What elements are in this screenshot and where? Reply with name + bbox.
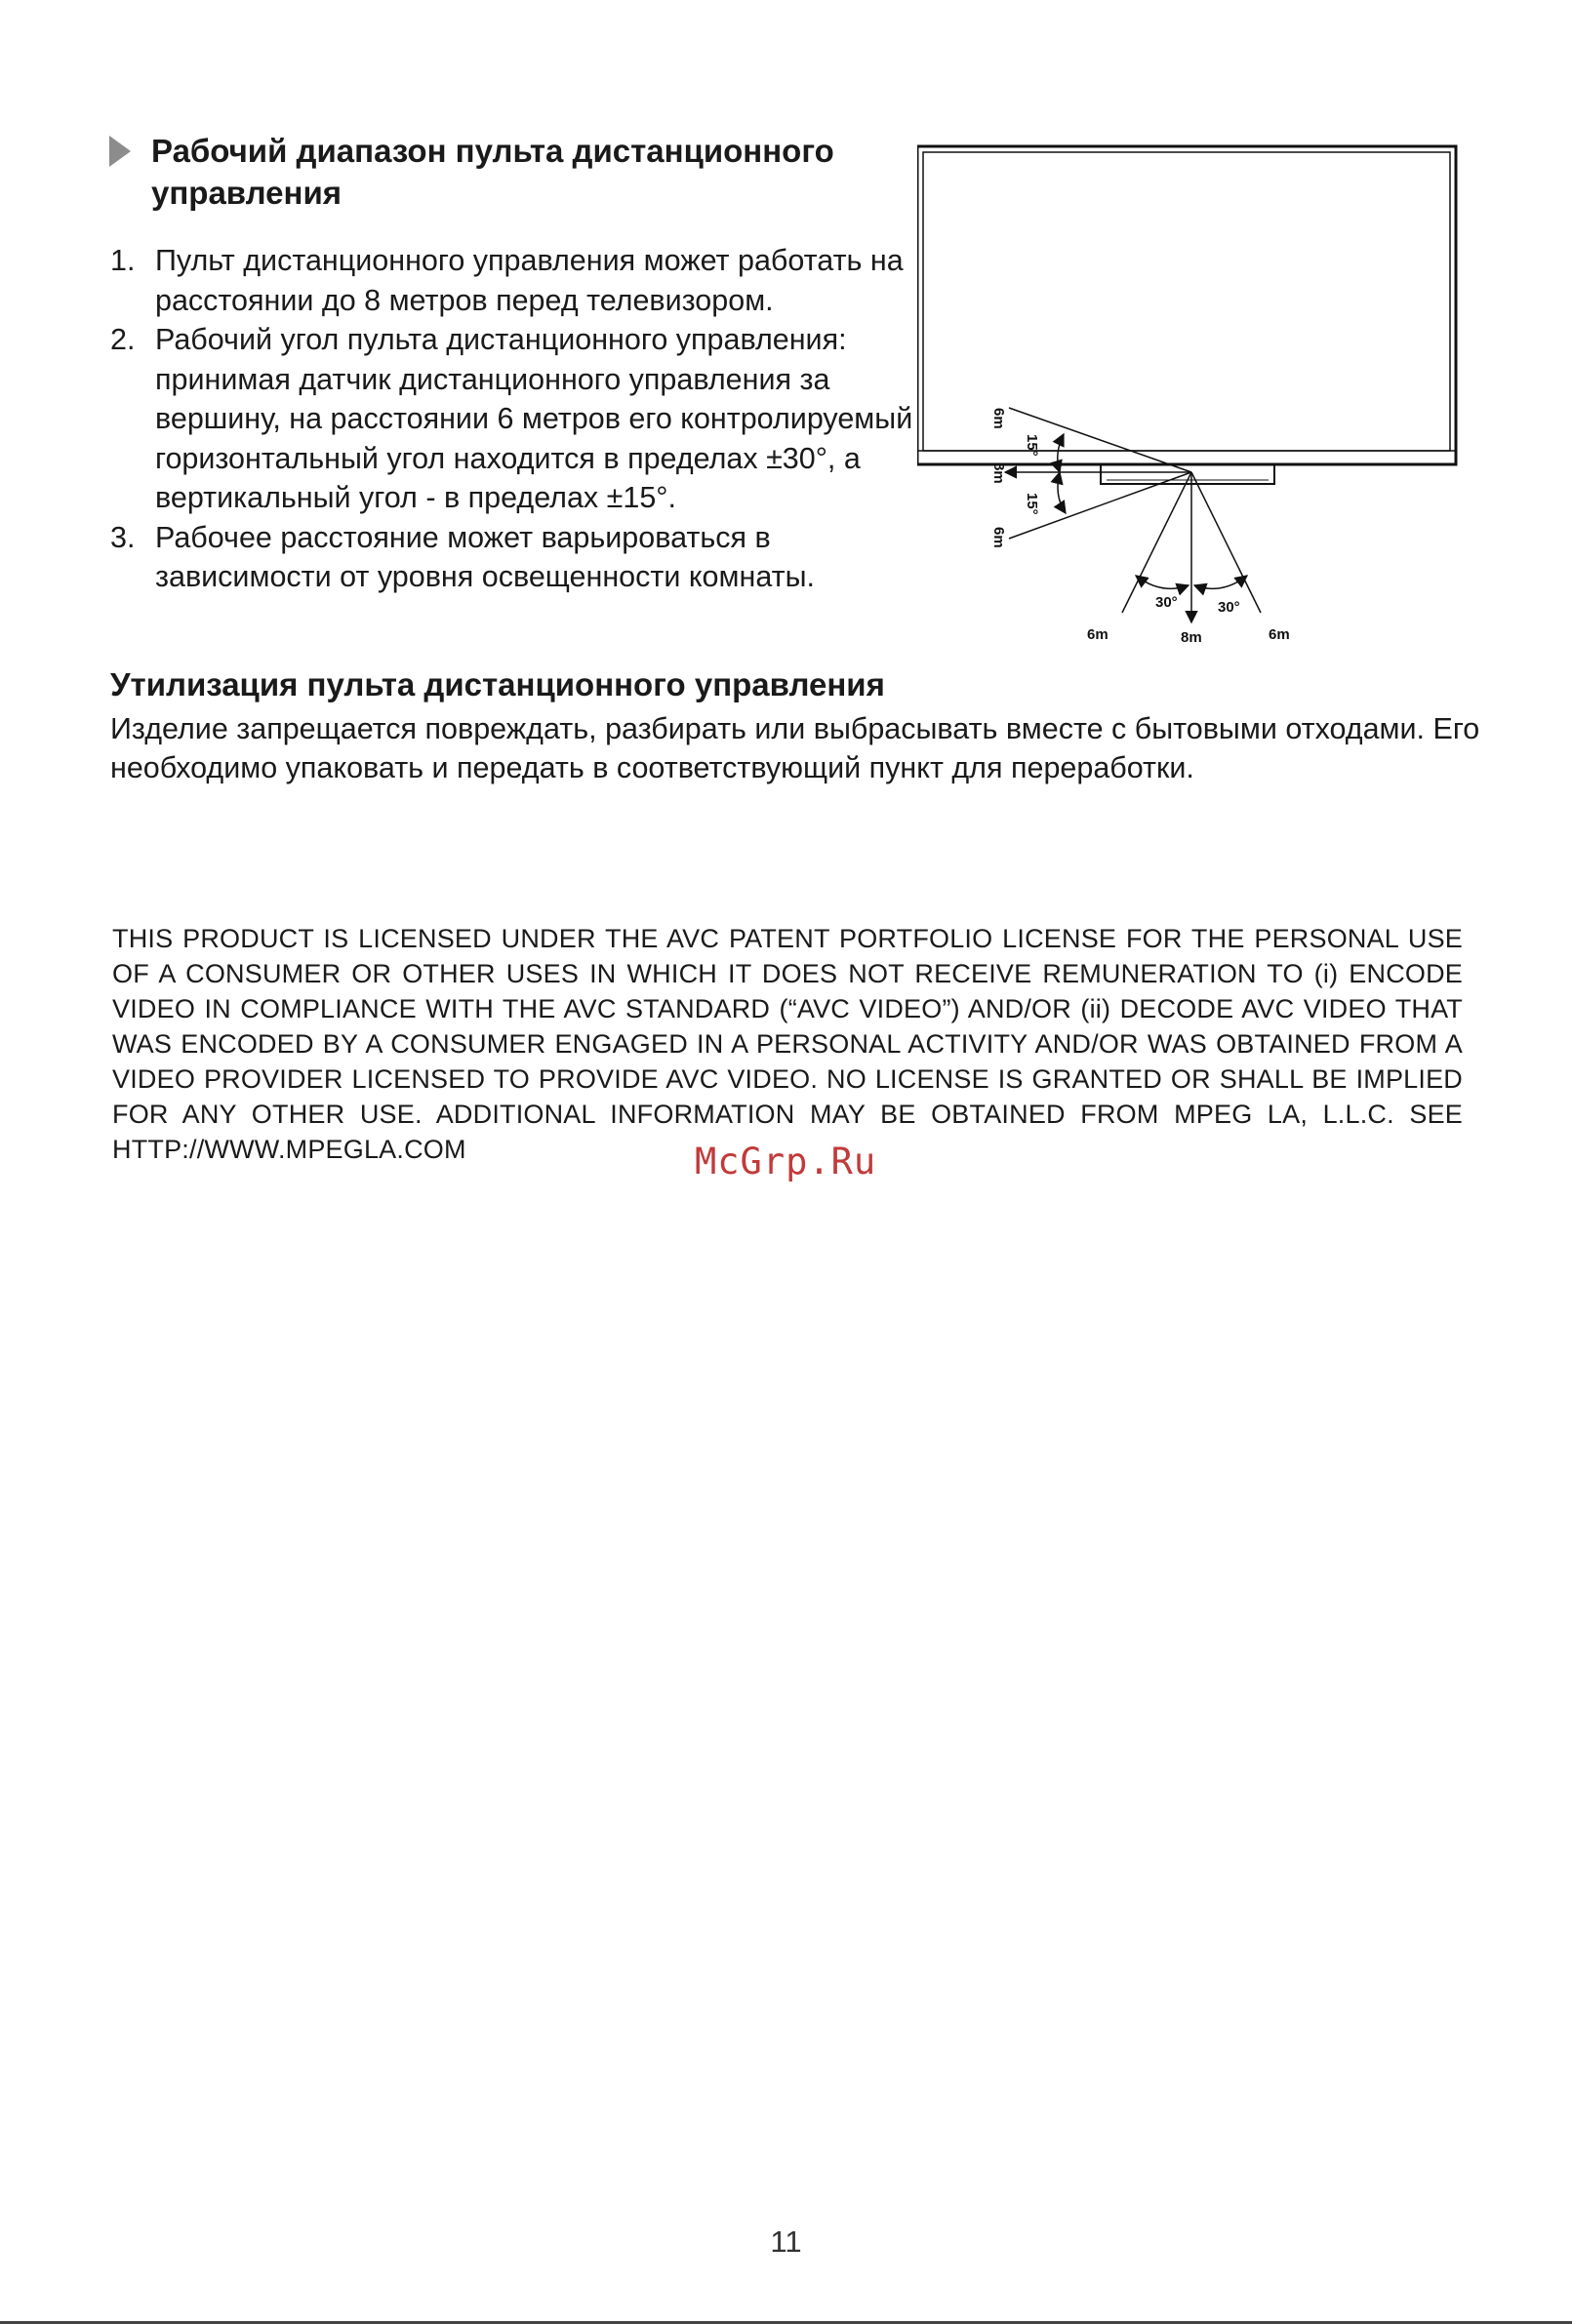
label-horizontal-mid: 8m <box>1181 629 1202 646</box>
label-vertical-mid: 8m <box>990 462 1007 484</box>
disposal-text: Изделие запрещается повреждать, разбирать или выбрасывать вместе с бытовыми отходами. Его необходимо упаковать и передать в соответствующий пункт для переработки. <box>110 712 1480 784</box>
section-marker-icon <box>109 136 131 167</box>
label-vertical-top: 6m <box>990 408 1007 429</box>
list-item-text: Пульт дистанционного управления может работать на расстоянии до 8 метров перед телевизором. <box>155 244 904 317</box>
watermark: McGrp.Ru <box>695 1141 877 1182</box>
section-title-remote-range: Рабочий диапазон пульта дистанционного управления <box>151 133 834 211</box>
label-angle-vertical-bottom: 15° <box>1024 493 1040 515</box>
section-title-disposal: Утилизация пульта дистанционного управления <box>110 666 885 702</box>
list-item-text: Рабочее расстояние может варьироваться в зависимости от уровня освещенности комнаты. <box>155 520 815 593</box>
remote-range-list <box>110 241 920 597</box>
label-angle-horizontal-left: 30° <box>1155 594 1178 611</box>
label-vertical-bottom: 6m <box>990 527 1007 548</box>
list-item-number: 1. <box>110 244 136 277</box>
list-item-number: 3. <box>110 520 136 554</box>
list-item-text: Рабочий угол пульта дистанционного управления: принимая датчик дистанционного управления за вершину, на расстоянии 6 метров его контролируемый горизонтальный угол находится в пределах ±30°, а вертикальный угол - в пределах ±15°. <box>155 323 913 514</box>
list-item <box>110 518 920 597</box>
list-item <box>110 320 920 518</box>
list-item-number: 2. <box>110 323 136 356</box>
license-text: THIS PRODUCT IS LICENSED UNDER THE AVC PATENT PORTFOLIO LICENSE FOR THE PERSONAL USE OF A CONSUMER OR OTHER USES IN WHICH IT DOES NOT RECEIVE REMUNERATION TO (i) ENCODE VIDEO IN COMPLIANCE WITH THE AVC STANDARD (“AVC VIDEO”) AND/OR (ii) DECODE AVC VIDEO THAT WAS ENCODED BY A CONSUMER ENGAGED IN A PERSONAL ACTIVITY AND/OR WAS OBTAINED FROM A VIDEO PROVIDER LICENSED TO PROVIDE AVC VIDEO. NO LICENSE IS GRANTED OR SHALL BE IMPLIED FOR ANY OTHER USE. ADDITIONAL INFORMATION MAY BE OBTAINED FROM MPEG LA, L.L.C. SEE HTTP://WWW.MPEGLA.COM <box>112 924 1463 1164</box>
vertical-range-lines <box>1005 408 1191 539</box>
page-number: 11 <box>770 2224 802 2259</box>
list-item <box>110 241 920 320</box>
label-angle-horizontal-right: 30° <box>1218 599 1240 616</box>
label-angle-vertical-top: 15° <box>1024 434 1040 457</box>
label-horizontal-right: 6m <box>1269 626 1290 643</box>
horizontal-range-lines <box>1122 472 1261 622</box>
label-horizontal-left: 6m <box>1087 626 1108 643</box>
remote-range-diagram <box>917 137 1464 654</box>
